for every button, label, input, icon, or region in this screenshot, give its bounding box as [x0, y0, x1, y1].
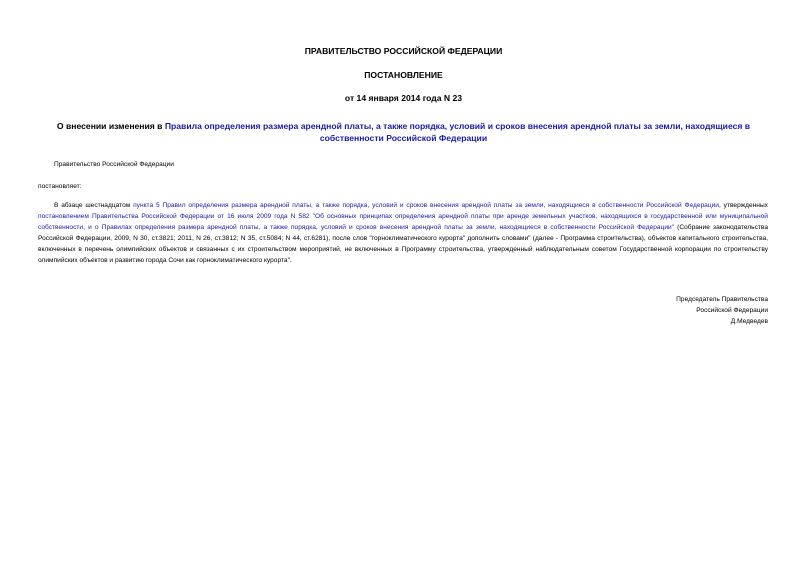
signature-name: Д.Медведев	[730, 317, 768, 325]
body-paragraph	[38, 201, 768, 266]
body-text-1: В абзаце шестнадцатом	[54, 202, 134, 209]
signature-block	[560, 295, 768, 328]
signature-country: Российской Федерации	[696, 306, 768, 314]
rules-clause-link[interactable]: пункта 5 Правил определения размера арендной платы, а также порядка, условий и сроков внесения арендной платы за земли, находящиеся в собственности Российской Федерации	[133, 202, 719, 209]
document-type: ПОСТАНОВЛЕНИЕ	[364, 70, 443, 80]
issuer-text: Правительство Российской Федерации	[54, 161, 174, 168]
title-prefix: О внесении изменения в	[56, 121, 165, 131]
signature-position: Председатель Правительства	[676, 296, 768, 303]
government-heading: ПРАВИТЕЛЬСТВО РОССИЙСКОЙ ФЕДЕРАЦИИ	[304, 46, 503, 56]
title-rules-link[interactable]: Правила определения размера арендной платы, а также порядка, условий и сроков внесения арендной платы за земли, находящиеся в собственности Российской Федерации	[164, 121, 751, 143]
body-text-3: (Собрание законодательства Российской Федерации, 2009, N 30, ст.3821; 2011, N 26, ст.3812; N 35, ст.5084; N 44, ст.6281), после слов "горноклиматического курорта" дополнить словами" (далее - Программа строительства), объектов капитального строительства, включенных в перечень олимпийских объектов и связанных с их строительством мероприятий, не включенных в Программу строительства, утвержденный наблюдательным советом Государственной корпорации по строительству олимпийских объектов и развитию города Сочи как горноклиматического курорта".	[38, 223, 768, 264]
body-text-2: , утвержденных	[719, 202, 768, 209]
resolution-582-link[interactable]: постановлением Правительства Российской Федерации от 16 июля 2009 года N 582 "Об основных принципах определения арендной платы при аренде земельных участков, находящихся в государственной или муниципальной собственности, и о Правилах определения размера арендной платы, а также порядка, условий и сроков внесения арендной платы за земли, находящиеся в собственности Российской Федерации"	[38, 212, 768, 231]
decides-text: постановляет:	[38, 183, 82, 190]
document-title	[38, 121, 769, 144]
document-date-number: от 14 января 2014 года N 23	[344, 93, 463, 103]
